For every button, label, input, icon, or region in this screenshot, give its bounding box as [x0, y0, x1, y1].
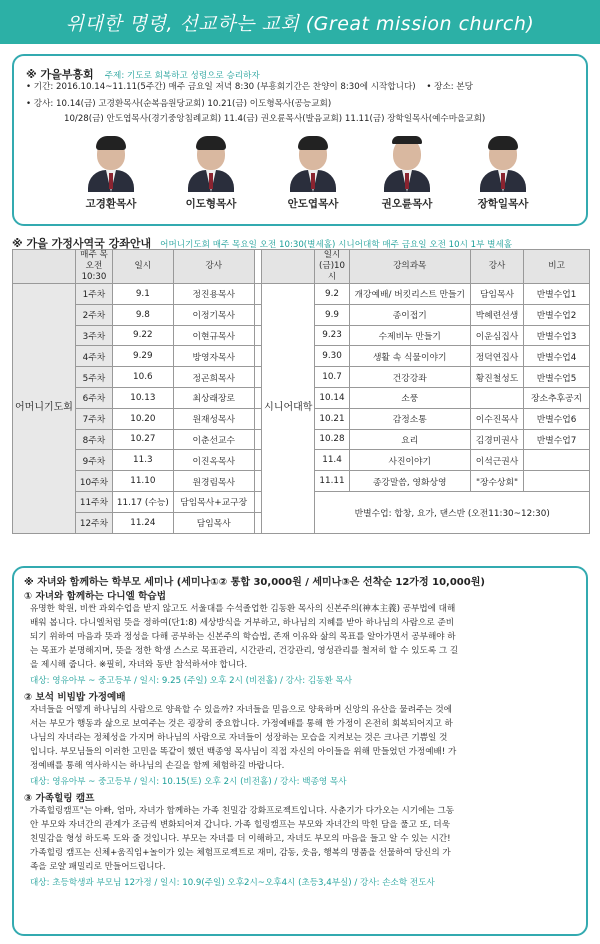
senior-lecturer-cell: "장수상회" [470, 471, 523, 492]
senior-date-cell: 10.14 [315, 387, 349, 408]
senior-lecturer-cell [470, 387, 523, 408]
speaker-name: 이도형목사 [185, 198, 237, 210]
header-date: 일시 [112, 250, 173, 284]
school-subtitle: 어머니기도회 매주 목요일 오전 10:30(별세홀) 시니어대학 매주 금요일 오전 10시 1부 별세홀 [160, 240, 513, 250]
week-cell: 5주차 [75, 367, 112, 388]
week-cell: 9주차 [75, 450, 112, 471]
revival-title: ※ 가을부흥회 [26, 68, 94, 81]
senior-date-cell: 9.2 [315, 284, 349, 305]
week-cell: 3주차 [75, 325, 112, 346]
speaker-card [466, 136, 540, 211]
date-cell: 10.6 [112, 367, 173, 388]
lecturer-cell: 정곤희목사 [173, 367, 254, 388]
senior-date-cell: 11.11 [315, 471, 349, 492]
note-cell: 반별수업3 [524, 325, 590, 346]
speaker-photo [290, 136, 336, 192]
revival-period: • 기간: 2016.10.14~11.11(5주간) 매주 금요일 저녁 8:30 (부흥회기간은 찬양이 8:30에 시작합니다) [26, 82, 416, 92]
seminar-2-line: 나님의 자녀라는 정체성을 가지며 하나님의 사람으로 자녀들이 성장하는 모습을 지켜보는 것은 크나큰 기쁨일 것 [30, 733, 448, 743]
date-cell: 11.17 (수능) [112, 491, 173, 512]
note-cell: 반별수업6 [524, 408, 590, 429]
seminar-1-line: 배워 봅니다. 다니엘처럼 뜻을 정하여(단1:8) 세상방식을 거부하고, 하나님의 지혜를 받아 하나님의 사람으로 준비 [30, 618, 455, 628]
speaker-photo [188, 136, 234, 192]
speaker-card [370, 136, 444, 211]
senior-lecturer-cell: 김경미권사 [470, 429, 523, 450]
header-lecturer-senior: 강사 [470, 250, 523, 284]
week-cell: 4주차 [75, 346, 112, 367]
course-cell: 감정소통 [349, 408, 470, 429]
seminar-2-line: 자녀들을 어떻게 하나님의 사람으로 양육할 수 있을까? 자녀들을 믿음으로 양육하며 신앙의 유산을 물려주는 것에 [30, 705, 452, 715]
lecturer-cell: 최상래장로 [173, 387, 254, 408]
seminar-section [12, 566, 588, 936]
senior-lecturer-cell: 이석근권사 [470, 450, 523, 471]
speaker-name: 고경환목사 [85, 198, 137, 210]
school-title: ※ 가을 가정사역국 강좌안내 [12, 237, 152, 250]
senior-date-cell: 10.21 [315, 408, 349, 429]
note-cell: 장소추후공지 [524, 387, 590, 408]
date-cell: 11.3 [112, 450, 173, 471]
senior-lecturer-cell: 정덕연집사 [470, 346, 523, 367]
revival-place: • 장소: 본당 [426, 82, 473, 92]
speaker-card [276, 136, 350, 211]
seminar-2-info: 대상: 영유아부 ~ 중고등부 / 일시: 10.15(토) 오후 2시 (비전홀) / 강사: 백종영 목사 [30, 777, 347, 787]
schedule-table [12, 249, 590, 534]
date-cell: 11.24 [112, 512, 173, 533]
week-cell: 12주차 [75, 512, 112, 533]
senior-date-cell: 9.30 [315, 346, 349, 367]
lecturer-cell: 이진옥목사 [173, 450, 254, 471]
course-cell: 종강말씀, 영화상영 [349, 471, 470, 492]
mothers-label: 어머니기도회 [13, 284, 76, 534]
speaker-card [174, 136, 248, 211]
date-cell: 9.29 [112, 346, 173, 367]
note-cell: 반별수업2 [524, 304, 590, 325]
speaker-photo [88, 136, 134, 192]
table-row [13, 284, 590, 305]
week-cell: 2주차 [75, 304, 112, 325]
lecturer-cell: 원재성목사 [173, 408, 254, 429]
seminar-3-line: 친밀감을 형성 하도록 도와 줄 것입니다. 부모는 자녀를 더 이해하고, 자녀도 부모의 마음을 들고 알 수 있는 시간! [30, 834, 451, 844]
seminar-2-line: 서는 부모가 행동과 삶으로 보여주는 것은 굉장히 중요합니다. 가정예배를 통해 한 가정이 온전히 회복되어지고 하 [30, 719, 453, 729]
note-cell: 반별수업1 [524, 284, 590, 305]
course-cell: 종이접기 [349, 304, 470, 325]
date-cell: 10.20 [112, 408, 173, 429]
seminar-3-info: 대상: 초등학생과 부모님 12가정 / 일시: 10.9(주일) 오후2시~오후4시 (초등3,4부실) / 강사: 손소학 전도사 [30, 878, 435, 888]
seminar-1-line: 는 목표가 분명해지며, 뜻을 정한 학생 스스로 목표관리, 시간관리, 건강관리, 영성관리를 철저히 할 수 있도록 그 길 [30, 646, 459, 656]
class-note: 반별수업: 합창, 요가, 댄스반 (오전11:30~12:30) [315, 491, 590, 533]
speaker-name: 안도엽목사 [287, 198, 339, 210]
revival-theme: 주제: 기도로 회복하고 성령으로 승리하자 [104, 71, 260, 81]
week-cell: 1주차 [75, 284, 112, 305]
week-cell: 7주차 [75, 408, 112, 429]
week-cell: 10주차 [75, 471, 112, 492]
seminar-3-line: 족을 로얄 패밀리로 만들어드립니다. [30, 862, 166, 872]
seminar-3-line: 가족힐링 캠프는 신체+움직임+놀이가 있는 체험프로젝트로 재미, 감동, 웃음, 행복의 명품을 선물하여 당신의 가 [30, 848, 451, 858]
senior-date-cell: 9.23 [315, 325, 349, 346]
senior-lecturer-cell: 이수진목사 [470, 408, 523, 429]
seminar-1-line: 되기 위하여 마음과 뜻과 정성을 다해 공부하는 신본주의 학습법, 존재 이유와 삶의 목표를 알아가면서 공부해야 하 [30, 632, 456, 642]
senior-date-cell: 10.7 [315, 367, 349, 388]
header-lecturer: 강사 [173, 250, 254, 284]
course-cell: 소풍 [349, 387, 470, 408]
header-date-senior: 일시 (금)10시 [315, 250, 349, 284]
date-cell: 10.13 [112, 387, 173, 408]
seminar-3-line: 안 부모와 자녀간의 관계가 조금씩 변화되어져 갑니다. 가족 힐링캠프는 부모와 자녀간의 막힌 담을 풀고 또, 더욱 [30, 820, 451, 830]
seminar-1-line: 을 제시해 줍니다. ※필히, 자녀와 동반 참석하셔야 합니다. [30, 660, 248, 670]
revival-speakers-line1: • 강사: 10.14(금) 고경환목사(순복음원당교회) 10.21(금) 이도형목사(공능교회) [26, 99, 332, 109]
header-course: 강의과목 [349, 250, 470, 284]
seminar-2-title: ② 보석 비빔밥 가정예배 [24, 692, 126, 703]
date-cell: 9.22 [112, 325, 173, 346]
page-banner [0, 0, 600, 44]
course-cell: 수제비누 만들기 [349, 325, 470, 346]
lecturer-cell: 정진용목사 [173, 284, 254, 305]
week-cell: 6주차 [75, 387, 112, 408]
lecturer-cell: 방영자목사 [173, 346, 254, 367]
speaker-name: 권오륜목사 [381, 198, 433, 210]
seminar-3-title: ③ 가족힐링 캠프 [24, 793, 95, 804]
senior-lecturer-cell: 담임목사 [470, 284, 523, 305]
seminar-title: ※ 자녀와 함께하는 학부모 세미나 (세미나①② 통합 30,000원 / 세미나③은 선착순 12가정 10,000원) [24, 577, 485, 588]
banner-title: 위대한 명령, 선교하는 교회 (Great mission church) [65, 12, 535, 35]
senior-lecturer-cell: 박혜련선생 [470, 304, 523, 325]
date-cell: 11.10 [112, 471, 173, 492]
table-header-row [13, 250, 590, 284]
course-cell: 사진이야기 [349, 450, 470, 471]
note-cell: 반별수업4 [524, 346, 590, 367]
course-cell: 개강예배/ 버킷리스트 만들기 [349, 284, 470, 305]
seminar-1-title: ① 자녀와 함께하는 다니엘 학습법 [24, 591, 166, 602]
senior-lecturer-cell: 황진철성도 [470, 367, 523, 388]
note-cell: 반별수업7 [524, 429, 590, 450]
seminar-2-line: 정예배를 통해 역사하시는 하나님의 손길을 함께 체험하길 바랍니다. [30, 761, 285, 771]
week-cell: 11주차 [75, 491, 112, 512]
week-cell: 8주차 [75, 429, 112, 450]
seminar-2-line: 입니다. 부모님들의 이러한 고민을 똑같이 했던 백종영 목사님이 직접 자신의 아이들을 위해 만들었던 가정예배! 가 [30, 747, 457, 757]
lecturer-cell: 담임목사 [173, 512, 254, 533]
revival-section [12, 54, 588, 226]
senior-date-cell: 9.9 [315, 304, 349, 325]
note-cell [524, 471, 590, 492]
seminar-1-info: 대상: 영유아부 ~ 중고등부 / 일시: 9.25 (주일) 오후 2시 (비전홀) / 강사: 김동환 목사 [30, 676, 353, 686]
lecturer-cell: 이춘선교수 [173, 429, 254, 450]
revival-speakers-line2: 10/28(금) 안도엽목사(경기중앙침례교회) 11.4(금) 권오륜목사(발음교회) 11.11(금) 장학일목사(예수마을교회) [64, 114, 486, 124]
speaker-photo [480, 136, 526, 192]
header-note: 비고 [524, 250, 590, 284]
speaker-name: 장학일목사 [477, 198, 529, 210]
seminar-1-line: 유명한 학원, 비싼 과외수업을 받지 않고도 서울대를 수석졸업한 김동환 목사의 신본주의(神本主義) 공부법에 대해 [30, 604, 456, 614]
lecturer-cell: 이정기목사 [173, 304, 254, 325]
lecturer-cell: 원경림목사 [173, 471, 254, 492]
speaker-card [74, 136, 148, 211]
course-cell: 건강강좌 [349, 367, 470, 388]
speaker-photo [384, 136, 430, 192]
header-weeks: 매주 목 오전10:30 [75, 250, 112, 284]
date-cell: 9.8 [112, 304, 173, 325]
senior-lecturer-cell: 이운심집사 [470, 325, 523, 346]
lecturer-cell: 이현규목사 [173, 325, 254, 346]
course-cell: 요리 [349, 429, 470, 450]
senior-date-cell: 10.28 [315, 429, 349, 450]
seminar-3-line: 가족힐링캠프"는 아빠, 엄마, 자녀가 함께하는 가족 친밀감 강화프로젝트입니다. 사춘기가 다가오는 시기에는 그동 [30, 806, 455, 816]
note-cell: 반별수업5 [524, 367, 590, 388]
date-cell: 10.27 [112, 429, 173, 450]
senior-date-cell: 11.4 [315, 450, 349, 471]
course-cell: 생활 속 식물이야기 [349, 346, 470, 367]
senior-label: 시니어대학 [262, 284, 315, 534]
date-cell: 9.1 [112, 284, 173, 305]
lecturer-cell: 담임목사+교구장 [173, 491, 254, 512]
note-cell [524, 450, 590, 471]
